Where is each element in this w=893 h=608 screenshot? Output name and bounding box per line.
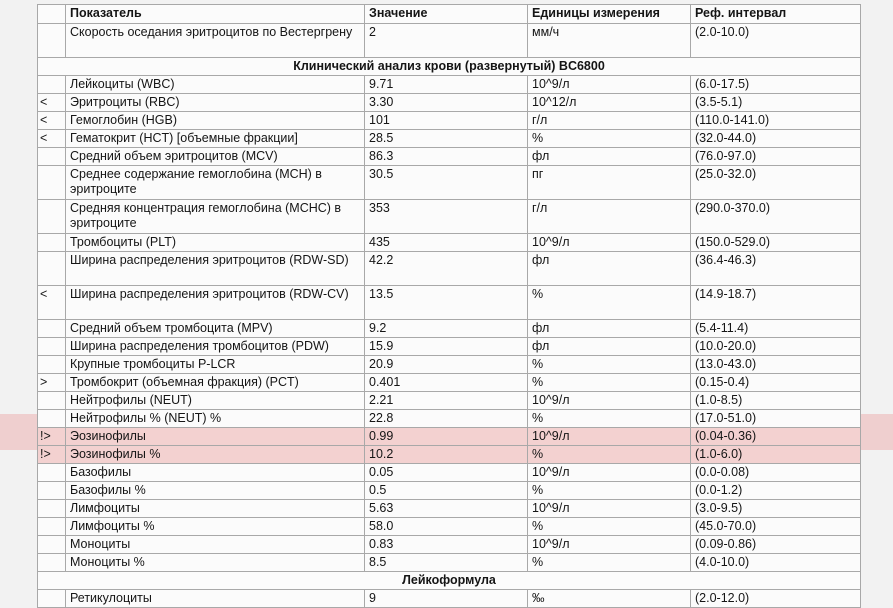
reference-interval: (110.0-141.0) — [691, 112, 861, 130]
result-value: 0.99 — [365, 428, 528, 446]
unit-cell: 10^9/л — [528, 392, 691, 410]
table-row — [38, 234, 861, 252]
flag-cell — [38, 590, 66, 608]
flag-cell — [38, 148, 66, 166]
unit-cell: пг — [528, 166, 691, 200]
reference-interval: (2.0-12.0) — [691, 590, 861, 608]
reference-interval: (17.0-51.0) — [691, 410, 861, 428]
flag-cell: !> — [38, 428, 66, 446]
header-units: Единицы измерения — [528, 5, 691, 24]
table-row — [38, 148, 861, 166]
unit-cell: 10^9/л — [528, 234, 691, 252]
flag-cell — [38, 200, 66, 234]
table-row — [38, 590, 861, 608]
flag-cell: > — [38, 374, 66, 392]
flag-cell — [38, 554, 66, 572]
unit-cell: % — [528, 482, 691, 500]
table-row — [38, 252, 861, 286]
reference-interval: (3.5-5.1) — [691, 94, 861, 112]
result-value: 86.3 — [365, 148, 528, 166]
parameter-name: Лимфоциты % — [66, 518, 365, 536]
result-value: 9.71 — [365, 76, 528, 94]
table-row — [38, 338, 861, 356]
parameter-name: Ширина распределения тромбоцитов (PDW) — [66, 338, 365, 356]
reference-interval: (25.0-32.0) — [691, 166, 861, 200]
unit-cell: фл — [528, 252, 691, 286]
reference-interval: (13.0-43.0) — [691, 356, 861, 374]
flag-cell — [38, 252, 66, 286]
header-parameter: Показатель — [66, 5, 365, 24]
unit-cell: г/л — [528, 112, 691, 130]
flag-cell: < — [38, 286, 66, 320]
result-value: 0.5 — [365, 482, 528, 500]
parameter-name: Гематокрит (HCT) [объемные фракции] — [66, 130, 365, 148]
table-row — [38, 356, 861, 374]
parameter-name: Эозинофилы % — [66, 446, 365, 464]
table-row — [38, 446, 861, 464]
unit-cell: % — [528, 130, 691, 148]
lab-results-table — [37, 4, 861, 608]
parameter-name: Базофилы % — [66, 482, 365, 500]
flag-cell — [38, 320, 66, 338]
unit-cell: фл — [528, 320, 691, 338]
flag-cell — [38, 338, 66, 356]
unit-cell: % — [528, 356, 691, 374]
parameter-name: Ретикулоциты — [66, 590, 365, 608]
result-value: 2 — [365, 24, 528, 58]
header-reference: Реф. интервал — [691, 5, 861, 24]
parameter-name: Средний объем тромбоцита (MPV) — [66, 320, 365, 338]
result-value: 13.5 — [365, 286, 528, 320]
parameter-name: Ширина распределения эритроцитов (RDW-SD) — [66, 252, 365, 286]
result-value: 42.2 — [365, 252, 528, 286]
flag-cell — [38, 234, 66, 252]
parameter-name: Моноциты — [66, 536, 365, 554]
table-row — [38, 112, 861, 130]
section-title-cbc: Клинический анализ крови (развернутый) BC6800 — [38, 58, 861, 76]
header-flag-cell — [38, 5, 66, 24]
result-value: 9.2 — [365, 320, 528, 338]
table-row — [38, 200, 861, 234]
reference-interval: (3.0-9.5) — [691, 500, 861, 518]
parameter-name: Эритроциты (RBC) — [66, 94, 365, 112]
result-value: 20.9 — [365, 356, 528, 374]
parameter-name: Нейтрофилы % (NEUT) % — [66, 410, 365, 428]
result-value: 3.30 — [365, 94, 528, 112]
table-row — [38, 536, 861, 554]
reference-interval: (14.9-18.7) — [691, 286, 861, 320]
reference-interval: (1.0-6.0) — [691, 446, 861, 464]
result-value: 30.5 — [365, 166, 528, 200]
table-row — [38, 482, 861, 500]
unit-cell: фл — [528, 338, 691, 356]
parameter-name: Гемоглобин (HGB) — [66, 112, 365, 130]
reference-interval: (1.0-8.5) — [691, 392, 861, 410]
unit-cell: 10^9/л — [528, 500, 691, 518]
section-row — [38, 572, 861, 590]
result-value: 58.0 — [365, 518, 528, 536]
parameter-name: Крупные тромбоциты P-LCR — [66, 356, 365, 374]
result-value: 435 — [365, 234, 528, 252]
reference-interval: (290.0-370.0) — [691, 200, 861, 234]
flag-cell: < — [38, 112, 66, 130]
unit-cell: % — [528, 410, 691, 428]
result-value: 101 — [365, 112, 528, 130]
unit-cell: % — [528, 286, 691, 320]
reference-interval: (0.04-0.36) — [691, 428, 861, 446]
flag-cell — [38, 410, 66, 428]
parameter-name: Среднее содержание гемоглобина (MCH) в эритроците — [66, 166, 365, 200]
parameter-name: Моноциты % — [66, 554, 365, 572]
unit-cell: фл — [528, 148, 691, 166]
unit-cell: % — [528, 446, 691, 464]
parameter-name: Средняя концентрация гемоглобина (MCHC) в эритроците — [66, 200, 365, 234]
parameter-name: Средний объем эритроцитов (MCV) — [66, 148, 365, 166]
flag-cell — [38, 392, 66, 410]
table-row — [38, 464, 861, 482]
unit-cell: ‰ — [528, 590, 691, 608]
flag-cell — [38, 536, 66, 554]
lab-results-sheet — [37, 4, 860, 608]
parameter-name: Нейтрофилы (NEUT) — [66, 392, 365, 410]
flag-cell — [38, 464, 66, 482]
unit-cell: % — [528, 518, 691, 536]
header-value: Значение — [365, 5, 528, 24]
result-value: 2.21 — [365, 392, 528, 410]
reference-interval: (0.09-0.86) — [691, 536, 861, 554]
flag-cell — [38, 24, 66, 58]
table-row — [38, 392, 861, 410]
section-row — [38, 58, 861, 76]
unit-cell: % — [528, 554, 691, 572]
result-value: 28.5 — [365, 130, 528, 148]
table-row — [38, 130, 861, 148]
parameter-name: Эозинофилы — [66, 428, 365, 446]
table-row — [38, 518, 861, 536]
table-row — [38, 76, 861, 94]
reference-interval: (4.0-10.0) — [691, 554, 861, 572]
flag-cell: < — [38, 94, 66, 112]
result-value: 9 — [365, 590, 528, 608]
flag-cell — [38, 482, 66, 500]
table-row — [38, 554, 861, 572]
table-row — [38, 24, 861, 58]
reference-interval: (2.0-10.0) — [691, 24, 861, 58]
flag-cell: < — [38, 130, 66, 148]
parameter-name: Базофилы — [66, 464, 365, 482]
reference-interval: (45.0-70.0) — [691, 518, 861, 536]
unit-cell: 10^12/л — [528, 94, 691, 112]
table-row — [38, 286, 861, 320]
result-value: 353 — [365, 200, 528, 234]
table-row — [38, 410, 861, 428]
parameter-name: Тромбоциты (PLT) — [66, 234, 365, 252]
unit-cell: % — [528, 374, 691, 392]
table-row — [38, 500, 861, 518]
flag-cell — [38, 76, 66, 94]
result-value: 10.2 — [365, 446, 528, 464]
result-value: 5.63 — [365, 500, 528, 518]
parameter-name: Скорость оседания эритроцитов по Вестергрену — [66, 24, 365, 58]
flag-cell — [38, 166, 66, 200]
flag-cell — [38, 518, 66, 536]
table-row — [38, 94, 861, 112]
unit-cell: мм/ч — [528, 24, 691, 58]
reference-interval: (32.0-44.0) — [691, 130, 861, 148]
unit-cell: 10^9/л — [528, 536, 691, 554]
reference-interval: (10.0-20.0) — [691, 338, 861, 356]
reference-interval: (0.0-1.2) — [691, 482, 861, 500]
flag-cell — [38, 356, 66, 374]
reference-interval: (36.4-46.3) — [691, 252, 861, 286]
reference-interval: (0.15-0.4) — [691, 374, 861, 392]
table-row — [38, 166, 861, 200]
reference-interval: (6.0-17.5) — [691, 76, 861, 94]
flag-cell: !> — [38, 446, 66, 464]
reference-interval: (5.4-11.4) — [691, 320, 861, 338]
table-row — [38, 428, 861, 446]
result-value: 8.5 — [365, 554, 528, 572]
parameter-name: Ширина распределения эритроцитов (RDW-CV) — [66, 286, 365, 320]
result-value: 0.401 — [365, 374, 528, 392]
parameter-name: Лейкоциты (WBC) — [66, 76, 365, 94]
unit-cell: 10^9/л — [528, 428, 691, 446]
table-header-row — [38, 5, 861, 24]
section-title-leukoformula: Лейкоформула — [38, 572, 861, 590]
parameter-name: Лимфоциты — [66, 500, 365, 518]
parameter-name: Тромбокрит (объемная фракция) (PCT) — [66, 374, 365, 392]
result-value: 22.8 — [365, 410, 528, 428]
unit-cell: г/л — [528, 200, 691, 234]
table-row — [38, 374, 861, 392]
flag-cell — [38, 500, 66, 518]
result-value: 0.83 — [365, 536, 528, 554]
reference-interval: (150.0-529.0) — [691, 234, 861, 252]
result-value: 15.9 — [365, 338, 528, 356]
unit-cell: 10^9/л — [528, 464, 691, 482]
unit-cell: 10^9/л — [528, 76, 691, 94]
reference-interval: (76.0-97.0) — [691, 148, 861, 166]
result-value: 0.05 — [365, 464, 528, 482]
table-row — [38, 320, 861, 338]
reference-interval: (0.0-0.08) — [691, 464, 861, 482]
